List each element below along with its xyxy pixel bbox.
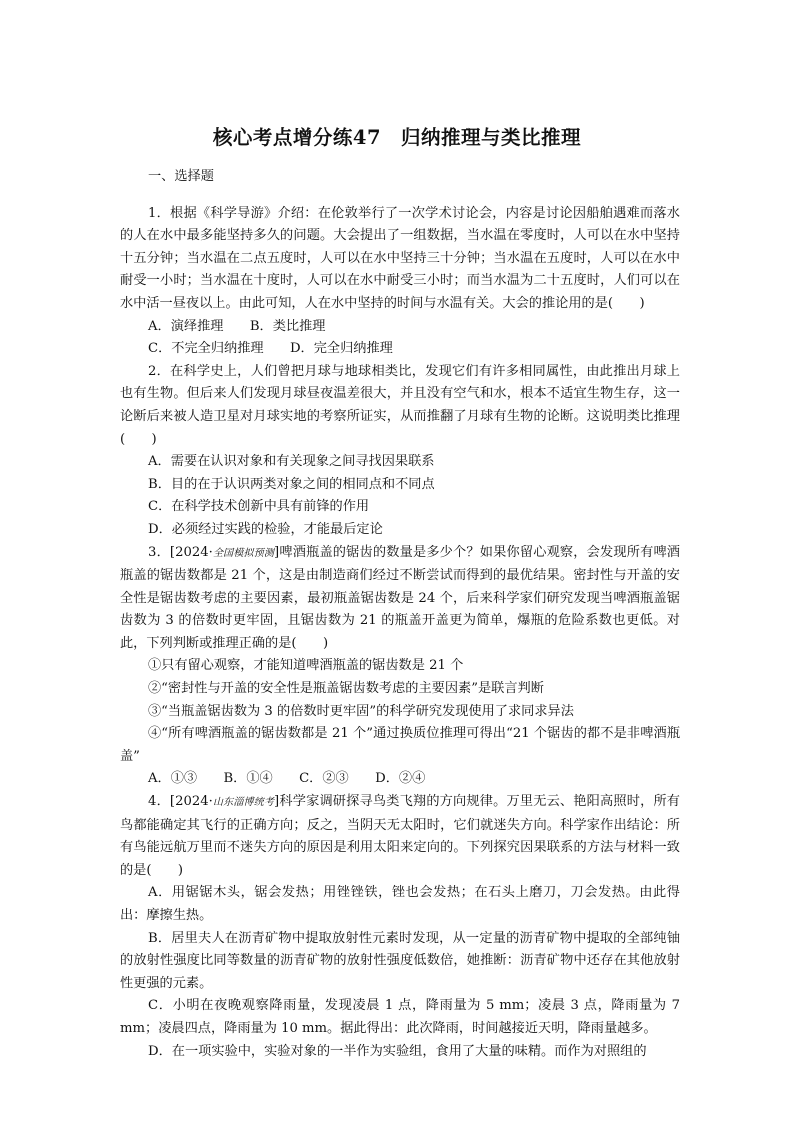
- question-3-statement-1: ①只有留心观察，才能知道啤酒瓶盖的锯齿数是 21 个: [148, 658, 464, 674]
- question-2-option-c: C．在科学技术创新中具有前锋的作用: [148, 499, 370, 515]
- question-4-option-d: D．在一项实验中，实验对象的一半作为实验组，食用了大量的味精。而作为对照组的: [148, 1043, 647, 1059]
- question-3-prefix: 3．[2024·: [148, 544, 213, 560]
- question-1-options-ab: A．演绎推理 B．类比推理: [148, 318, 326, 334]
- question-3-statement-3: ③“当瓶盖锯齿数为 3 的倍数时更牢固”的科学研究发现使用了求同求异法: [148, 703, 574, 719]
- question-2-option-a: A．需要在认识对象和有关现象之间寻找因果联系: [148, 454, 435, 470]
- section-heading: 一、选择题: [148, 169, 214, 184]
- question-2-stem: 2．在科学史上，人们曾把月球与地球相类比，发现它们有许多相同属性，由此推出月球上也有生物。但后来人们发现月球昼夜温差很大，并且没有空气和水，根本不适宜生物生存，这一论断后来被人造卫星对月球实地的考察所证实，从而推翻了月球有生物的论断。这说明类比推理( ): [120, 363, 680, 447]
- question-4-source: 山东淄博统考: [212, 797, 275, 809]
- question-3-options: A．①③ B．①④ C．②③ D．②④: [148, 771, 426, 787]
- question-4-stem-text: ]科学家调研探寻鸟类飞翔的方向规律。万里无云、艳阳高照时，所有鸟都能确定其飞行的正确方向；反之，当阴天无太阳时，它们就迷失方向。科学家作出结论：所有鸟能远航万里而不迷失方向的原因是利用太阳来定向的。下列探究因果联系的方法与材料一致的是( ): [120, 794, 680, 878]
- page-title: 核心考点增分练47 归纳推理与类比推理: [212, 126, 582, 149]
- question-4-option-a: A．用锯锯木头，锯会发热；用锉锉铁，锉也会发热；在石头上磨刀，刀会发热。由此得出：摩擦生热。: [120, 885, 680, 923]
- question-1-stem: 1．根据《科学导游》介绍：在伦敦举行了一次学术讨论会，内容是讨论因船舶遇难而落水的人在水中最多能坚持多久的问题。大会提出了一组数据，当水温在零度时，人可以在水中坚持十五分钟；当水温在二点五度时，人可以在水中坚持三十分钟；当水温在五度时，人可以在水中耐受一小时；当水温在十度时，人可以在水中耐受三小时；而当水温为二十五度时，人们可以在水中活一昼夜以上。由此可知，人在水中坚持的时间与水温有关。大会的推论用的是( ): [120, 205, 680, 311]
- question-3-source: 全国模拟预测: [212, 547, 275, 559]
- question-1-options-cd: C．不完全归纳推理 D．完全归纳推理: [148, 341, 393, 357]
- question-3-stem: [120, 542, 680, 656]
- question-3-statement-2: ②“密封性与开盖的安全性是瓶盖锯齿数考虑的主要因素”是联言判断: [148, 681, 544, 697]
- question-4-prefix: 4．[2024·: [148, 794, 213, 810]
- question-4-option-c: C．小明在夜晚观察降雨量，发现凌晨 1 点，降雨量为 5 mm；凌晨 3 点，降雨量为 7 mm；凌晨四点，降雨量为 10 mm。据此得出：此次降雨，时间越接近天明，降雨量越多。: [120, 998, 680, 1036]
- question-4-option-b: B．居里夫人在沥青矿物中提取放射性元素时发现，从一定量的沥青矿物中提取的全部纯铀的放射性强度比同等数量的沥青矿物的放射性强度低数倍，她推断：沥青矿物中还存在其他放射性更强的元素。: [120, 930, 680, 991]
- question-3-stem-text: ]啤酒瓶盖的锯齿的数量是多少个？如果你留心观察，会发现所有啤酒瓶盖的锯齿数都是 21 个，这是由制造商们经过不断尝试而得到的最优结果。密封性与开盖的安全性是锯齿数考虑的主要因素，最初瓶盖锯齿数是 24 个，后来科学家们研究发现当啤酒瓶盖锯齿数为 3 的倍数时更牢固，且锯齿数为 21 的瓶盖开盖更为简单，爆瓶的危险系数也更低。对此，下列判断或推理正确的是( ): [120, 544, 680, 651]
- question-4-stem: [120, 791, 680, 882]
- question-2-option-b: B．目的在于认识两类对象之间的相同点和不同点: [148, 476, 435, 492]
- question-content: [120, 166, 680, 1063]
- question-3-statement-4: ④“所有啤酒瓶盖的锯齿数都是 21 个”通过换质位推理可得出“21 个锯齿的都不是非啤酒瓶盖”: [120, 726, 680, 764]
- question-2-option-d: D．必须经过实践的检验，才能最后定论: [148, 521, 383, 537]
